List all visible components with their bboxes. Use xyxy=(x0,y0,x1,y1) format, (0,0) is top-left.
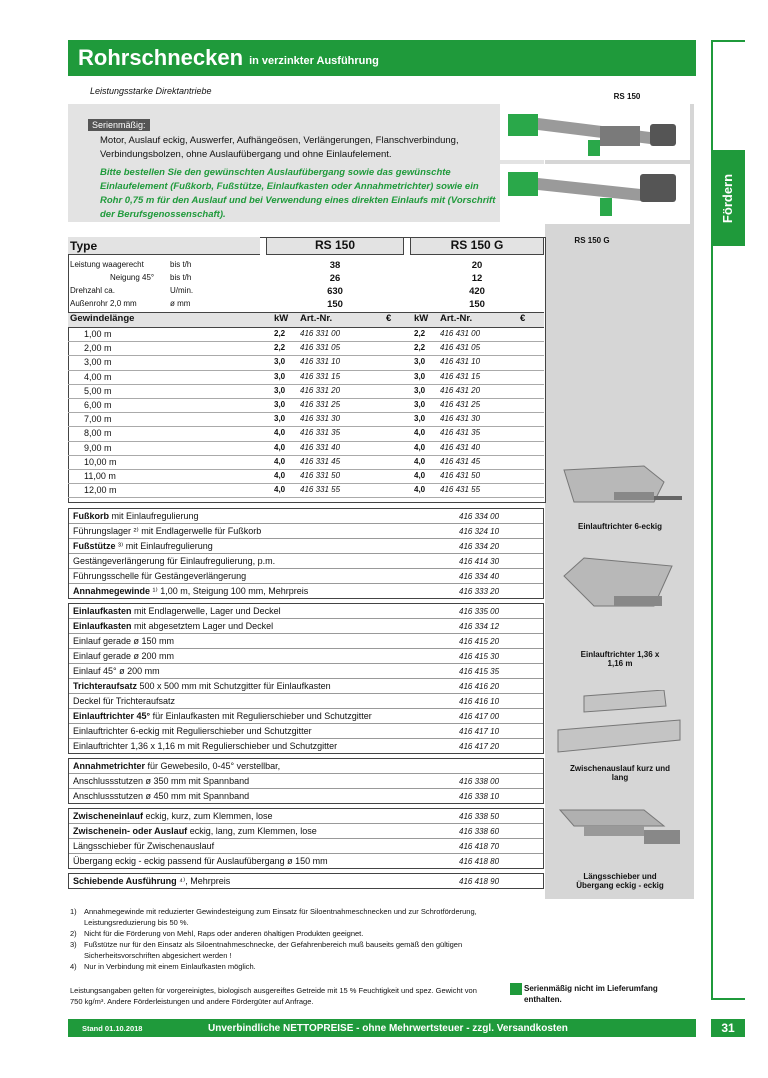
item-rest: mit Einlaufregulierung xyxy=(109,511,199,521)
art-cell: 416 431 25 xyxy=(440,399,481,409)
item-rest: Anschlussstutzen ø 350 mm mit Spannband xyxy=(73,776,250,786)
table-row xyxy=(68,356,544,370)
item-art: 416 338 50 xyxy=(459,811,500,821)
item-rest: Einlauftrichter 1,36 x 1,16 m mit Regulierschieber und Schutzgitter xyxy=(73,741,338,751)
length-cell: 7,00 m xyxy=(84,414,112,425)
item-label xyxy=(73,511,199,521)
item-rest: mit Endlagerwelle, Lager und Deckel xyxy=(131,606,281,616)
item-rest: ⁴⁾, Mehrpreis xyxy=(176,875,231,886)
item-rest: eckig, kurz, zum Klemmen, lose xyxy=(143,811,273,821)
standard-tag: Serienmäßig: xyxy=(88,119,150,131)
caption-rs150: RS 150 xyxy=(613,92,641,101)
item-label xyxy=(73,876,230,887)
order-note: Bitte bestellen Sie den gewünschten Auslaufübergang sowie das gewünschte Einlaufelement (Fußkorb, Fußstütze, Einlaufkasten oder Annahmetrichter) sowie ein Rohr 0,75 m für den Auslauf und bei Verwendung eines direkten Einlaufs mit (Vorschrift der Berufsgenossenschaft). xyxy=(100,167,496,220)
length-cell: 1,00 m xyxy=(84,329,112,339)
spec-row xyxy=(68,286,544,299)
item-rest: Führungsschelle für Gestängeverlängerung xyxy=(73,571,247,581)
accessory-group xyxy=(68,808,544,869)
art-cell: 416 431 10 xyxy=(440,357,481,367)
art-cell: 416 431 20 xyxy=(440,385,481,395)
list-item xyxy=(69,554,543,569)
item-label xyxy=(73,636,174,646)
footnote-text: Fußstütze nur für den Einsatz als Siloentnahmeschnecke, der Gefahrenbereich muß bauseits gemäß den gültigen Sicherheitsvorschriften abgesichert werden ! xyxy=(84,940,463,960)
item-label xyxy=(73,621,273,631)
item-rest: mit abgesetztem Lager und Deckel xyxy=(131,621,274,631)
item-art: 416 338 60 xyxy=(459,826,500,836)
footnote-text: Nicht für die Förderung von Mehl, Raps oder anderen öhaltigen Produkten geeignet. xyxy=(84,929,364,938)
item-art: 416 415 30 xyxy=(459,651,500,661)
art-cell: 416 331 05 xyxy=(300,343,341,353)
length-header: Gewindelänge kW Art.-Nr. € kW Art.-Nr. € xyxy=(68,312,544,328)
item-bold: Einlaufkasten xyxy=(73,606,132,616)
item-art: 416 338 00 xyxy=(459,776,500,786)
length-rows xyxy=(68,328,544,498)
caption-hopper6: Einlauftrichter 6-eckig xyxy=(577,522,663,531)
kw-cell: 3,0 xyxy=(274,399,286,409)
item-rest: Anschlussstutzen ø 450 mm mit Spannband xyxy=(73,791,250,801)
footnote xyxy=(70,928,490,939)
kw-cell: 4,0 xyxy=(274,456,286,466)
spec-unit: bis t/h xyxy=(170,260,192,269)
list-item xyxy=(69,789,543,803)
art-cell: 416 331 20 xyxy=(300,385,341,395)
footnote xyxy=(70,906,490,928)
footnote-num: 2) xyxy=(70,929,77,938)
item-label xyxy=(73,681,331,691)
footnote-num: 3) xyxy=(70,940,77,949)
auger-rs150-image xyxy=(500,104,690,160)
item-rest: Führungslager ²⁾ mit Endlagerwelle für Fußkorb xyxy=(73,525,262,536)
art-cell: 416 331 10 xyxy=(300,357,341,367)
spec-label: Drehzahl ca. xyxy=(70,286,115,295)
list-item xyxy=(69,539,543,554)
spec-label: Leistung waagerecht xyxy=(70,260,144,269)
item-bold: Schiebende Ausführung xyxy=(73,875,177,886)
list-item xyxy=(69,584,543,598)
spec-val-rs150g: 150 xyxy=(469,299,485,310)
item-art: 416 338 10 xyxy=(459,791,500,801)
kw-cell: 4,0 xyxy=(414,428,426,438)
col-rs150: RS 150 xyxy=(266,237,404,255)
kw-cell: 3,0 xyxy=(414,385,426,395)
item-label xyxy=(73,526,261,537)
item-label xyxy=(73,651,174,661)
list-item xyxy=(69,809,543,824)
spec-val-rs150g: 20 xyxy=(471,260,483,271)
art-cell: 416 331 35 xyxy=(300,428,341,438)
page-number: 31 xyxy=(711,1019,745,1037)
footnote-num: 4) xyxy=(70,962,77,971)
spec-val-rs150: 26 xyxy=(329,273,341,284)
legend-text: Serienmäßig nicht im Lieferumfang enthalten. xyxy=(524,984,658,1004)
kw-cell: 3,0 xyxy=(414,414,426,424)
item-rest: Übergang eckig - eckig passend für Auslaufübergang ø 150 mm xyxy=(73,856,328,866)
list-item xyxy=(69,694,543,709)
intro-subtitle: Leistungsstarke Direktantriebe xyxy=(90,86,212,96)
spec-val-rs150: 630 xyxy=(327,286,343,297)
item-art: 416 335 00 xyxy=(459,606,500,616)
table-row xyxy=(68,399,544,413)
item-art: 416 418 80 xyxy=(459,856,500,866)
kw-cell: 2,2 xyxy=(274,343,286,353)
accessory-group xyxy=(68,873,544,889)
item-rest: Einlauftrichter 6-eckig mit Regulierschieber und Schutzgitter xyxy=(73,726,312,736)
side-tab-label: Fördern xyxy=(711,150,745,246)
list-item xyxy=(69,824,543,839)
footer-bar xyxy=(68,1019,696,1037)
item-art: 416 418 70 xyxy=(459,841,500,851)
item-bold: Zwischeneinlauf xyxy=(73,811,144,821)
kw-cell: 4,0 xyxy=(274,470,286,480)
item-rest: Gestängeverlängerung für Einlaufregulierung, p.m. xyxy=(73,556,276,566)
item-label xyxy=(73,556,275,566)
item-art: 416 416 20 xyxy=(459,681,500,691)
item-art: 416 414 30 xyxy=(459,556,500,566)
list-item xyxy=(69,664,543,679)
item-art: 416 415 35 xyxy=(459,666,500,676)
item-rest: eckig, lang, zum Klemmen, lose xyxy=(187,826,317,836)
list-item xyxy=(69,774,543,789)
list-item xyxy=(69,709,543,724)
item-label xyxy=(73,666,160,676)
footnote xyxy=(70,961,490,972)
art-cell: 416 331 55 xyxy=(300,485,341,495)
table-row xyxy=(68,328,544,342)
page-title: Rohrschnecken xyxy=(78,45,244,70)
table-row xyxy=(68,385,544,399)
kw-cell: 4,0 xyxy=(274,442,286,452)
caption-hopper-large: Einlauftrichter 1,36 x 1,16 m xyxy=(580,650,660,668)
kw-cell: 2,2 xyxy=(274,329,286,338)
item-label xyxy=(73,826,317,836)
list-item xyxy=(69,649,543,664)
list-item xyxy=(69,619,543,634)
art-cell: 416 431 00 xyxy=(440,329,481,338)
hopper-large-image xyxy=(554,556,684,616)
item-label xyxy=(73,791,249,801)
footnote-text: Annahmegewinde mit reduzierter Gewindesteigung zum Einsatz für Siloentnahmeschnecken und zur Schrotförderung, Leistungsreduzierung bis 50 %. xyxy=(84,907,477,927)
table-row xyxy=(68,413,544,427)
item-label xyxy=(73,696,175,706)
spec-unit: bis t/h xyxy=(170,273,192,282)
item-rest: ¹⁾ 1,00 m, Steigung 100 mm, Mehrpreis xyxy=(150,585,309,596)
kw-cell: 2,2 xyxy=(414,329,426,338)
list-item xyxy=(69,524,543,539)
item-art: 416 416 10 xyxy=(459,696,500,706)
item-rest: Einlauf gerade ø 150 mm xyxy=(73,636,175,646)
art-cell: 416 431 05 xyxy=(440,343,481,353)
kw-cell: 4,0 xyxy=(414,442,426,452)
list-item xyxy=(69,874,543,888)
table-row xyxy=(68,456,544,470)
list-item xyxy=(69,854,543,868)
art-cell: 416 431 35 xyxy=(440,428,481,438)
table-row xyxy=(68,427,544,441)
item-art: 416 324 10 xyxy=(459,526,500,536)
footnote-num: 1) xyxy=(70,907,77,916)
item-label xyxy=(73,711,372,721)
item-bold: Fußkorb xyxy=(73,511,109,521)
footnote xyxy=(70,939,490,961)
length-cell: 11,00 m xyxy=(84,470,116,481)
accessory-group xyxy=(68,758,544,804)
item-label xyxy=(73,606,281,616)
item-art: 416 333 20 xyxy=(459,586,500,596)
kw-cell: 3,0 xyxy=(274,357,286,367)
list-item xyxy=(69,724,543,739)
item-label xyxy=(73,741,337,751)
item-label xyxy=(73,841,214,851)
spec-row xyxy=(68,299,544,312)
kw-cell: 4,0 xyxy=(414,470,426,480)
accessory-group xyxy=(68,508,544,599)
spec-val-rs150: 38 xyxy=(329,260,341,271)
item-art: 416 334 20 xyxy=(459,541,500,551)
footer-text: Unverbindliche NETTOPREISE - ohne Mehrwertsteuer - zzgl. Versandkosten xyxy=(208,1022,568,1034)
spec-label: Außenrohr 2,0 mm xyxy=(70,299,137,308)
item-label xyxy=(73,586,308,597)
item-rest: 500 x 500 mm mit Schutzgitter für Einlaufkasten xyxy=(137,681,331,691)
spec-val-rs150g: 12 xyxy=(471,273,483,284)
length-cell: 3,00 m xyxy=(84,357,112,368)
item-art: 416 417 10 xyxy=(459,726,500,736)
item-rest: für Einlaufkasten mit Regulierschieber und Schutzgitter xyxy=(150,711,372,721)
spec-label: Neigung 45° xyxy=(110,273,155,282)
art-cell: 416 331 15 xyxy=(300,371,341,381)
standard-text: Motor, Auslauf eckig, Auswerfer, Aufhängeösen, Verlängerungen, Flanschverbindung, Verbindungsbolzen, ohne Auslaufübergang und ohne Einlaufelement. xyxy=(100,135,459,160)
length-cell: 9,00 m xyxy=(84,442,112,453)
item-label xyxy=(73,571,246,581)
hopper-6-image xyxy=(554,462,684,512)
spec-row xyxy=(68,273,544,286)
item-rest: ³⁾ mit Einlaufregulierung xyxy=(115,540,213,551)
art-cell: 416 431 15 xyxy=(440,371,481,381)
length-cell: 6,00 m xyxy=(84,399,112,410)
type-label: Type xyxy=(68,237,260,255)
length-cell: 5,00 m xyxy=(84,385,112,396)
item-art: 416 334 12 xyxy=(459,621,500,631)
length-cell: 8,00 m xyxy=(84,428,112,439)
kw-cell: 4,0 xyxy=(414,456,426,466)
spec-row xyxy=(68,260,544,273)
list-item xyxy=(69,509,543,524)
col-rs150g: RS 150 G xyxy=(410,237,544,255)
art-cell: 416 431 55 xyxy=(440,485,481,495)
intermediate-outlet-image xyxy=(554,690,684,760)
kw-cell: 3,0 xyxy=(274,371,286,381)
item-rest: Längsschieber für Zwischenauslauf xyxy=(73,841,215,851)
item-label xyxy=(73,541,213,552)
item-bold: Annahmegewinde xyxy=(73,585,151,596)
art-cell: 416 331 50 xyxy=(300,470,341,480)
art-cell: 416 431 30 xyxy=(440,414,481,424)
length-cell: 2,00 m xyxy=(84,343,112,354)
item-art: 416 418 90 xyxy=(459,876,500,886)
item-label xyxy=(73,776,249,786)
footnote-text: Nur in Verbindung mit einem Einlaufkasten möglich. xyxy=(84,962,256,971)
slide-gate-image xyxy=(554,806,684,866)
spec-unit: ø mm xyxy=(170,299,191,308)
kw-cell: 3,0 xyxy=(414,357,426,367)
item-bold: Trichteraufsatz xyxy=(73,681,138,691)
kw-cell: 2,2 xyxy=(414,343,426,353)
art-cell: 416 431 40 xyxy=(440,442,481,452)
list-item xyxy=(69,569,543,584)
list-item xyxy=(69,604,543,619)
caption-intermediate: Zwischenauslauf kurz und lang xyxy=(569,764,670,782)
art-cell: 416 331 30 xyxy=(300,414,341,424)
list-item xyxy=(69,759,543,774)
spec-val-rs150: 150 xyxy=(327,299,343,310)
auger-rs150g-image xyxy=(500,164,690,224)
legend-swatch xyxy=(510,983,522,995)
item-art: 416 334 40 xyxy=(459,571,500,581)
item-rest: Einlauf gerade ø 200 mm xyxy=(73,651,175,661)
item-rest: für Gewebesilo, 0-45° verstellbar, xyxy=(145,761,281,771)
art-cell: 416 331 45 xyxy=(300,456,341,466)
table-row xyxy=(68,342,544,356)
kw-cell: 3,0 xyxy=(414,399,426,409)
art-cell: 416 331 25 xyxy=(300,399,341,409)
item-bold: Fußstütze xyxy=(73,540,116,551)
item-label xyxy=(73,856,328,866)
list-item xyxy=(69,634,543,649)
header-bar xyxy=(68,40,696,76)
caption-slide-gate: Längsschieber und Übergang eckig - eckig xyxy=(576,872,664,890)
footer-date: Stand 01.10.2018 xyxy=(82,1023,143,1033)
spec-val-rs150g: 420 xyxy=(469,286,485,297)
item-art: 416 334 00 xyxy=(459,511,500,521)
art-cell: 416 331 00 xyxy=(300,329,341,338)
kw-cell: 3,0 xyxy=(414,371,426,381)
item-rest: Einlauf 45° ø 200 mm xyxy=(73,666,160,676)
item-label xyxy=(73,811,273,821)
item-label xyxy=(73,726,312,736)
item-art: 416 417 00 xyxy=(459,711,500,721)
table-row xyxy=(68,484,544,498)
list-item xyxy=(69,679,543,694)
item-bold: Einlauftrichter 45° xyxy=(73,711,151,721)
accessory-groups xyxy=(68,508,544,893)
art-cell: 416 331 40 xyxy=(300,442,341,452)
footnotes xyxy=(70,906,490,972)
kw-cell: 4,0 xyxy=(274,485,286,495)
table-row xyxy=(68,470,544,484)
capacity-note: Leistungsangaben gelten für vorgereinigtes, biologisch ausgereiftes Getreide mit 15 % Feuchtigkeit und spez. Gewicht von 750 kg/m³. Andere Förderleistungen und andere Fördergüter auf Anfrage. xyxy=(70,986,477,1006)
art-cell: 416 431 50 xyxy=(440,470,481,480)
item-art: 416 415 20 xyxy=(459,636,500,646)
spec-rows xyxy=(68,260,544,312)
spec-unit: U/min. xyxy=(170,286,194,295)
length-cell: 12,00 m xyxy=(84,485,117,496)
list-item xyxy=(69,739,543,753)
item-bold: Zwischenein- oder Auslauf xyxy=(73,826,188,836)
item-rest: Deckel für Trichteraufsatz xyxy=(73,696,176,706)
accessory-group xyxy=(68,603,544,754)
kw-cell: 4,0 xyxy=(274,428,286,438)
item-label xyxy=(73,761,280,771)
art-cell: 416 431 45 xyxy=(440,456,481,466)
table-row xyxy=(68,442,544,456)
item-bold: Annahmetrichter xyxy=(73,761,146,771)
kw-cell: 3,0 xyxy=(274,385,286,395)
caption-rs150g: RS 150 G xyxy=(574,236,610,245)
length-cell: 4,00 m xyxy=(84,371,112,382)
table-row xyxy=(68,371,544,385)
page-subtitle: in verzinkter Ausführung xyxy=(249,55,379,67)
kw-cell: 4,0 xyxy=(414,485,426,495)
length-cell: 10,00 m xyxy=(84,456,117,467)
item-art: 416 417 20 xyxy=(459,741,500,751)
kw-cell: 3,0 xyxy=(274,414,286,424)
item-bold: Einlaufkasten xyxy=(73,621,132,631)
list-item xyxy=(69,839,543,854)
